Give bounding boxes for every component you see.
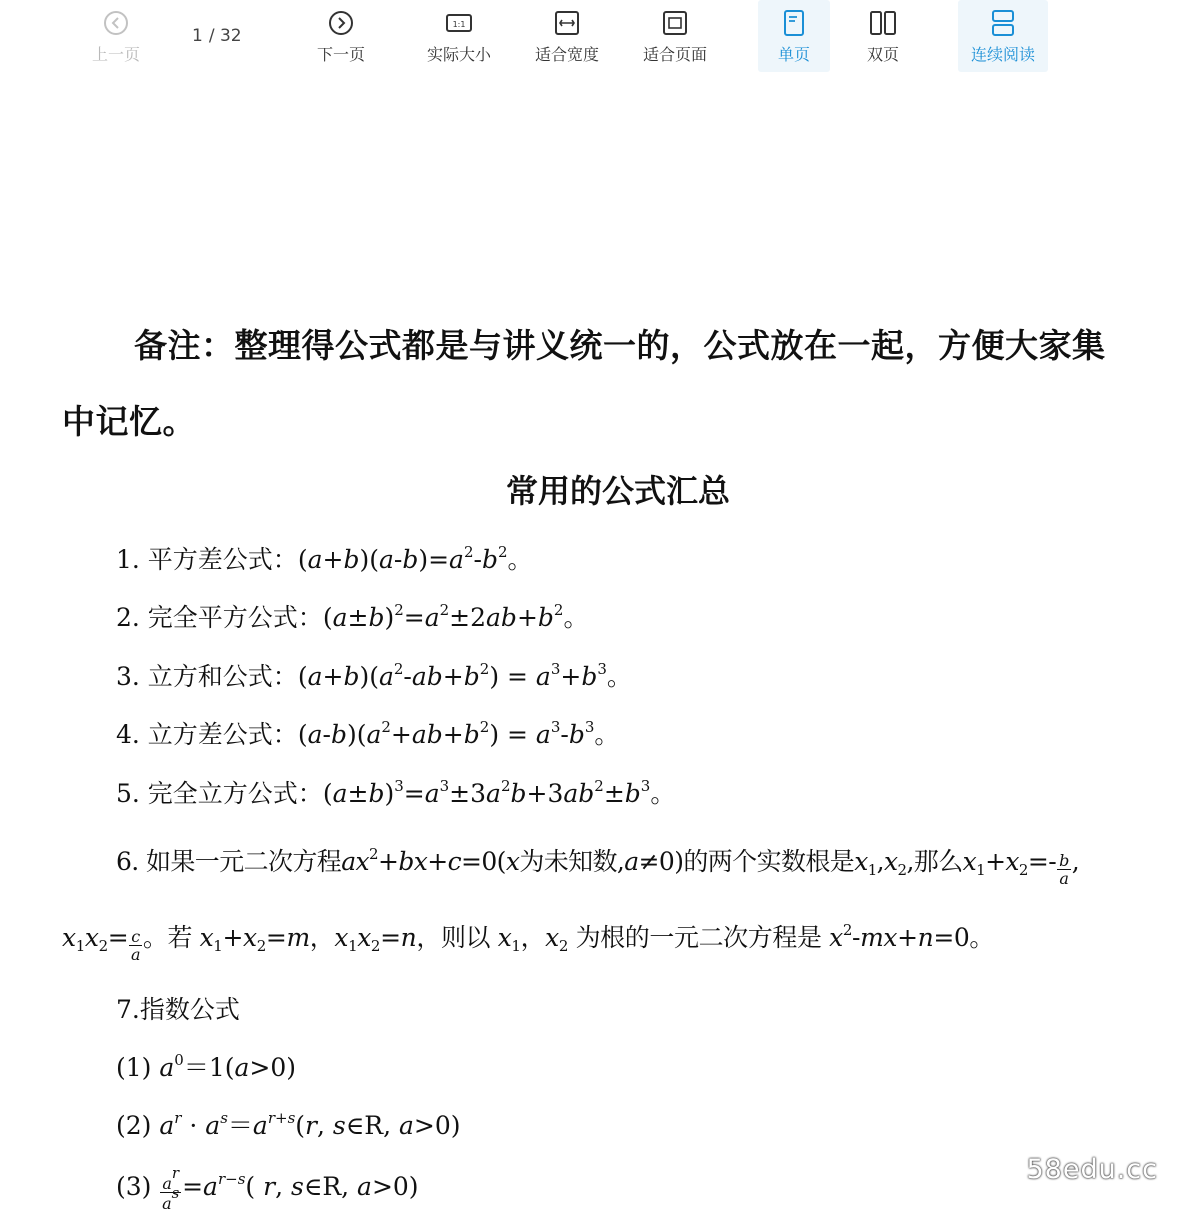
formula-label: 5. 完全立方公式： [116,779,323,808]
double-page-label: 双页 [866,45,899,64]
formula-item-2 [116,598,588,634]
next-page-button[interactable] [308,0,374,72]
formula-expression: $x_1x_2=$ $\frac{c}{a}$ 。若 $x_1+x_2=m$，$x_1x_2=n$，则以 $x_1$，$x_2$ 为根的一元二次方程是 $x^2-mx+n=0$。 [62,921,994,964]
formula-item-7-1 [116,1048,296,1084]
fit-width-button[interactable] [526,0,608,72]
fit-width-icon [553,9,581,37]
chevron-right-icon [328,9,354,37]
formula-expression: $\frac{a^r}{a^s}$ $=a^{r-s}$( r, s∈R, a>0) [162,1164,419,1213]
watermark-text: 58edu.cc [1026,1154,1158,1185]
next-page-label: 下一页 [316,45,365,64]
formula-label: 6. 如果一元二次方程 [116,847,342,876]
actual-size-button[interactable] [418,0,500,72]
formula-expression: $(a-b)(a^2+ab+b^2) = a^3-b^3$。 [297,718,620,749]
single-page-button[interactable] [758,0,830,72]
formula-expression: $a^r \cdot a^s=a^{r+s}(r$, s∈R, a>0) [159,1109,461,1140]
total-pages: / 32 [208,26,242,46]
formula-label: 1. 平方差公式： [116,545,298,574]
prev-page-button[interactable] [84,0,148,72]
formula-expression: $(a+b)(a^2-ab+b^2) = a^3+b^3$。 [297,660,632,691]
formula-label: (2) [116,1111,152,1140]
formula-item-6-continued [62,918,994,963]
fit-width-label: 适合宽度 [534,45,599,64]
formula-item-4 [116,715,619,751]
formula-label: 4. 立方差公式： [116,720,298,749]
actual-size-icon [445,9,473,37]
prev-page-label: 上一页 [91,45,140,64]
continuous-label: 连续阅读 [970,45,1035,64]
reader-toolbar [0,0,1182,76]
formula-item-5 [116,774,675,810]
note-paragraph: 备注：整理得公式都是与讲义统一的，公式放在一起，方便大家集中记忆。 [62,326,1106,441]
actual-size-label: 实际大小 [426,45,491,64]
chevron-left-icon [103,9,129,37]
formula-item-3 [116,657,632,693]
single-page-icon [781,9,807,37]
current-page-input[interactable]: 1 [192,26,203,46]
continuous-reading-button[interactable] [958,0,1048,72]
double-page-button[interactable] [852,0,914,72]
formula-label: 7.指数公式 [116,995,240,1024]
formula-item-6 [116,842,1079,887]
document-title: 常用的公式汇总 [505,472,730,510]
double-page-icon [869,9,897,37]
formula-label: 2. 完全平方公式： [116,603,323,632]
fit-page-icon [661,9,689,37]
svg-text:1:1: 1:1 [452,20,466,29]
fit-page-label: 适合页面 [642,45,707,64]
formula-expression: $a^0=1(a>0)$ [159,1051,297,1082]
formula-expression: $ax^2+bx+c=0(x$为未知数,a≠0)的两个实数根是$x_1,x_2$,那么$x_1+x_2=-$ $\frac{b}{a}$ , [341,845,1080,888]
formula-expression: $(a\pm b)^3=a^3\pm 3a^2b+3ab^2\pm b^3$。 [322,777,676,808]
formula-expression: $(a+b)(a-b)=a^2-b^2$。 [297,543,533,574]
formula-item-7-3 [116,1164,419,1213]
formula-label: 3. 立方和公式： [116,662,298,691]
fit-page-button[interactable] [634,0,716,72]
continuous-icon [990,9,1016,37]
formula-label: (1) [116,1053,152,1082]
formula-item-1 [116,540,533,576]
formula-item-7 [116,990,240,1026]
single-page-label: 单页 [777,45,810,64]
formula-label: (3) [116,1172,152,1201]
page-indicator [192,26,242,46]
formula-item-7-2 [116,1106,461,1142]
formula-expression: $(a\pm b)^2=a^2\pm 2ab+b^2$。 [322,601,589,632]
